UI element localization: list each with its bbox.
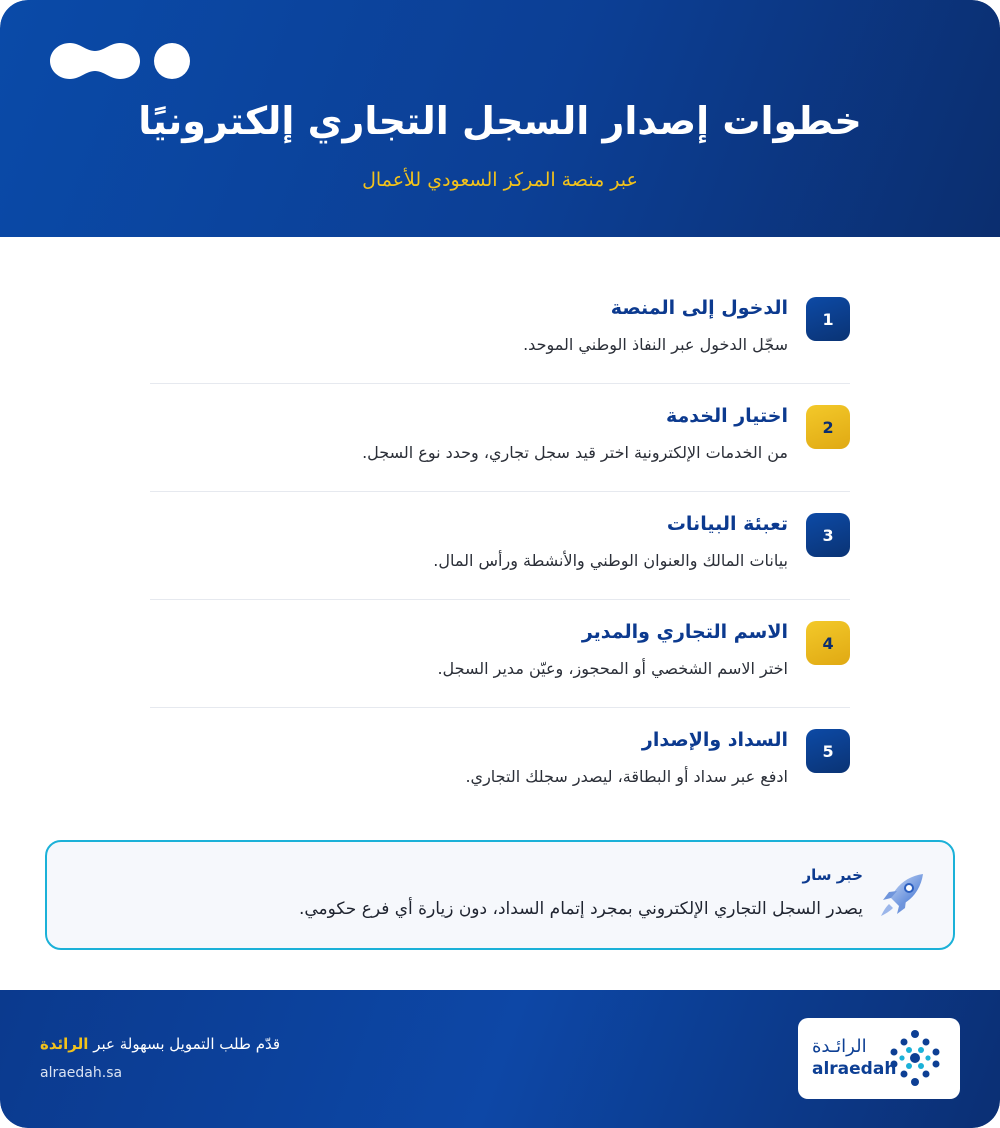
step-item [150,708,850,816]
page-subtitle: عبر منصة المركز السعودي للأعمال [362,169,638,191]
footer-url-link[interactable]: alraedah.sa [40,1065,123,1081]
step-title: الدخول إلى المنصة [610,297,788,319]
rocket-icon [877,870,927,920]
step-number-badge: 3 [806,513,850,557]
news-label: خبر سار [802,866,863,884]
step-number-badge: 1 [806,297,850,341]
step-description: سجّل الدخول عبر النفاذ الوطني الموحد. [523,335,788,354]
step-description: بيانات المالك والعنوان الوطني والأنشطة ورأس المال. [433,551,788,570]
news-text: يصدر السجل التجاري الإلكتروني بمجرد إتمام السداد، دون زيارة أي فرع حكومي. [298,899,863,919]
brand-dots-icon [50,41,192,81]
step-description: ادفع عبر سداد أو البطاقة، ليصدر سجلك التجاري. [465,767,788,786]
step-number-badge: 2 [806,405,850,449]
step-item [150,384,850,492]
footer [0,990,1000,1128]
page-title: خطوات إصدار السجل التجاري إلكترونيًا [138,99,862,143]
step-title: اختيار الخدمة [665,405,788,427]
footer-cta-brand-link[interactable]: الرائدة [40,1035,89,1053]
alraedah-logo-card [798,1018,960,1099]
step-number-badge: 4 [806,621,850,665]
logo-arabic-text: الرائـدة [812,1036,867,1057]
step-title: الاسم التجاري والمدير [581,621,788,643]
good-news-callout [45,840,955,950]
step-description: اختر الاسم الشخصي أو المحجوز، وعيّن مدير السجل. [437,659,788,678]
step-title: تعبئة البيانات [666,513,788,535]
footer-cta [40,1032,280,1056]
step-title: السداد والإصدار [641,729,788,751]
footer-cta-text: قدّم طلب التمويل بسهولة عبر [93,1035,281,1053]
step-item [150,600,850,708]
steps-list [150,276,850,816]
logo-english-text: alraedah [812,1059,897,1079]
step-item [150,492,850,600]
step-number-badge: 5 [806,729,850,773]
step-description: من الخدمات الإلكترونية اختر قيد سجل تجاري، وحدد نوع السجل. [362,443,788,462]
header [0,0,1000,237]
step-item [150,276,850,384]
